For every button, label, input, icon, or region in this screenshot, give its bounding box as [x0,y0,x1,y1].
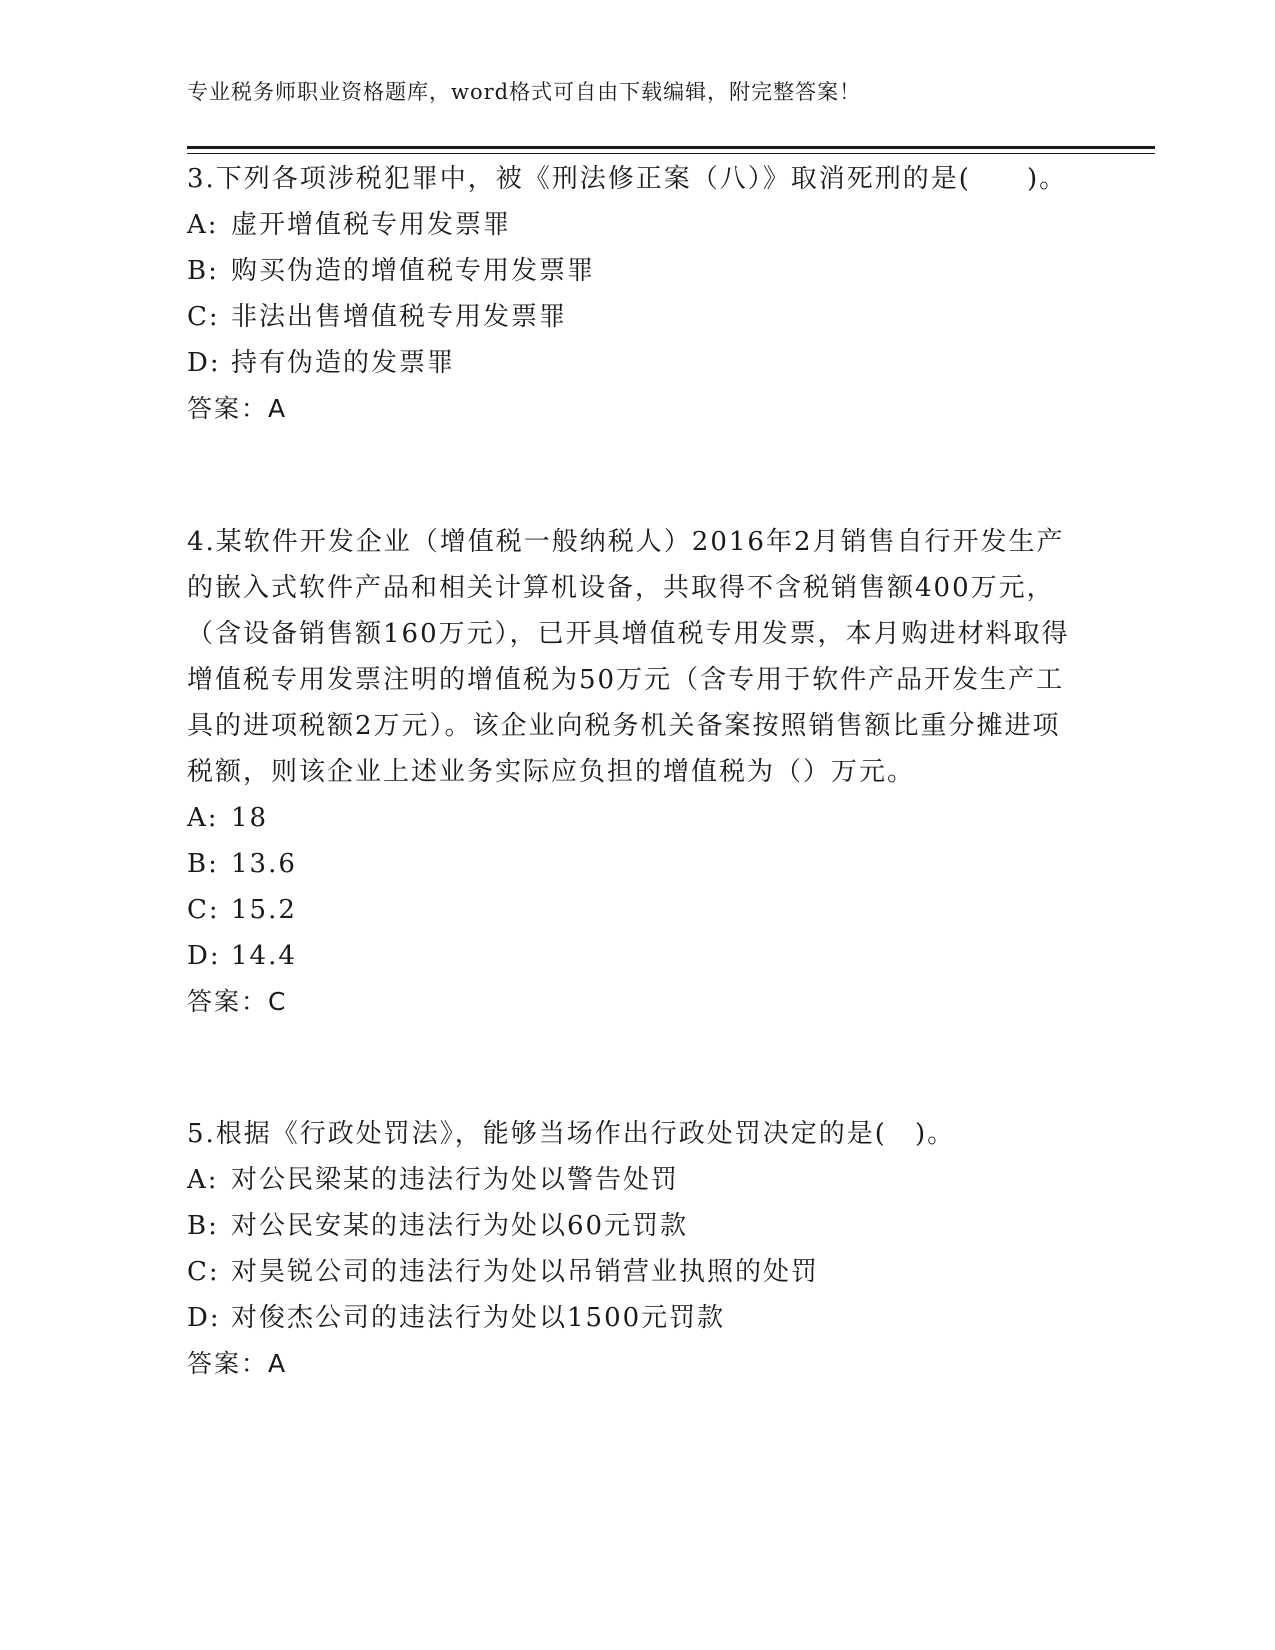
option-text: 非法出售增值税专用发票罪 [231,302,568,332]
option-b [187,1203,1087,1249]
option-text: 14.4 [231,941,297,971]
option-d [187,340,1087,386]
option-text: 持有伪造的发票罪 [231,348,456,378]
option-a [187,795,1087,841]
option-text: 15.2 [231,895,297,925]
option-d [187,933,1087,979]
option-a [187,1157,1087,1203]
option-text: 对俊杰公司的违法行为处以1500元罚款 [231,1303,726,1333]
answer-line: 答案：A [187,394,288,423]
option-text: 虚开增值税专用发票罪 [231,210,512,240]
option-c [187,1249,1087,1295]
option-text: 对昊锐公司的违法行为处以吊销营业执照的处罚 [231,1257,820,1287]
option-b [187,248,1087,294]
question-5 [187,1111,1087,1387]
option-letter: B: [187,1211,219,1241]
option-letter: C: [187,895,220,925]
question-stem: 4.某软件开发企业（增值税一般纳税人）2016年2月销售自行开发生产的嵌入式软件产品和相关计算机设备，共取得不含税销售额400万元，（含设备销售额160万元），已开具增值税专用发票，本月购进材料取得增值税专用发票注明的增值税为50万元（含专用于软件产品开发生产工具的进项税额2万元）。该企业向税务机关备案按照销售额比重分摊进项税额，则该企业上述业务实际应负担的增值税为（）万元。 [187,527,1070,787]
option-letter: A: [187,210,219,240]
option-b [187,841,1087,887]
option-text: 13.6 [231,849,297,879]
option-letter: D: [187,941,221,971]
question-stem: 5.根据《行政处罚法》，能够当场作出行政处罚决定的是( )。 [187,1119,956,1149]
option-c [187,294,1087,340]
page-header: 专业税务师职业资格题库，word格式可自由下载编辑，附完整答案！ [187,80,862,104]
question-stem: 3.下列各项涉税犯罪中，被《刑法修正案（八）》取消死刑的是( )。 [187,164,1068,194]
option-letter: A: [187,1165,219,1195]
answer-line: 答案：A [187,1349,288,1378]
option-letter: D: [187,348,221,378]
option-text: 对公民安某的违法行为处以60元罚款 [231,1211,689,1241]
option-text: 对公民梁某的违法行为处以警告处罚 [231,1165,680,1195]
option-a [187,202,1087,248]
header-divider-thick [187,146,1155,149]
option-d [187,1295,1087,1341]
option-text: 购买伪造的增值税专用发票罪 [231,256,596,286]
option-c [187,887,1087,933]
option-letter: C: [187,302,220,332]
answer-line: 答案：C [187,987,288,1016]
question-4 [187,519,1087,1025]
option-letter: D: [187,1303,221,1333]
option-text: 18 [231,803,269,833]
option-letter: B: [187,849,219,879]
option-letter: C: [187,1257,220,1287]
header-divider-thin [187,153,1155,154]
question-3 [187,156,1087,432]
option-letter: A: [187,803,219,833]
option-letter: B: [187,256,219,286]
